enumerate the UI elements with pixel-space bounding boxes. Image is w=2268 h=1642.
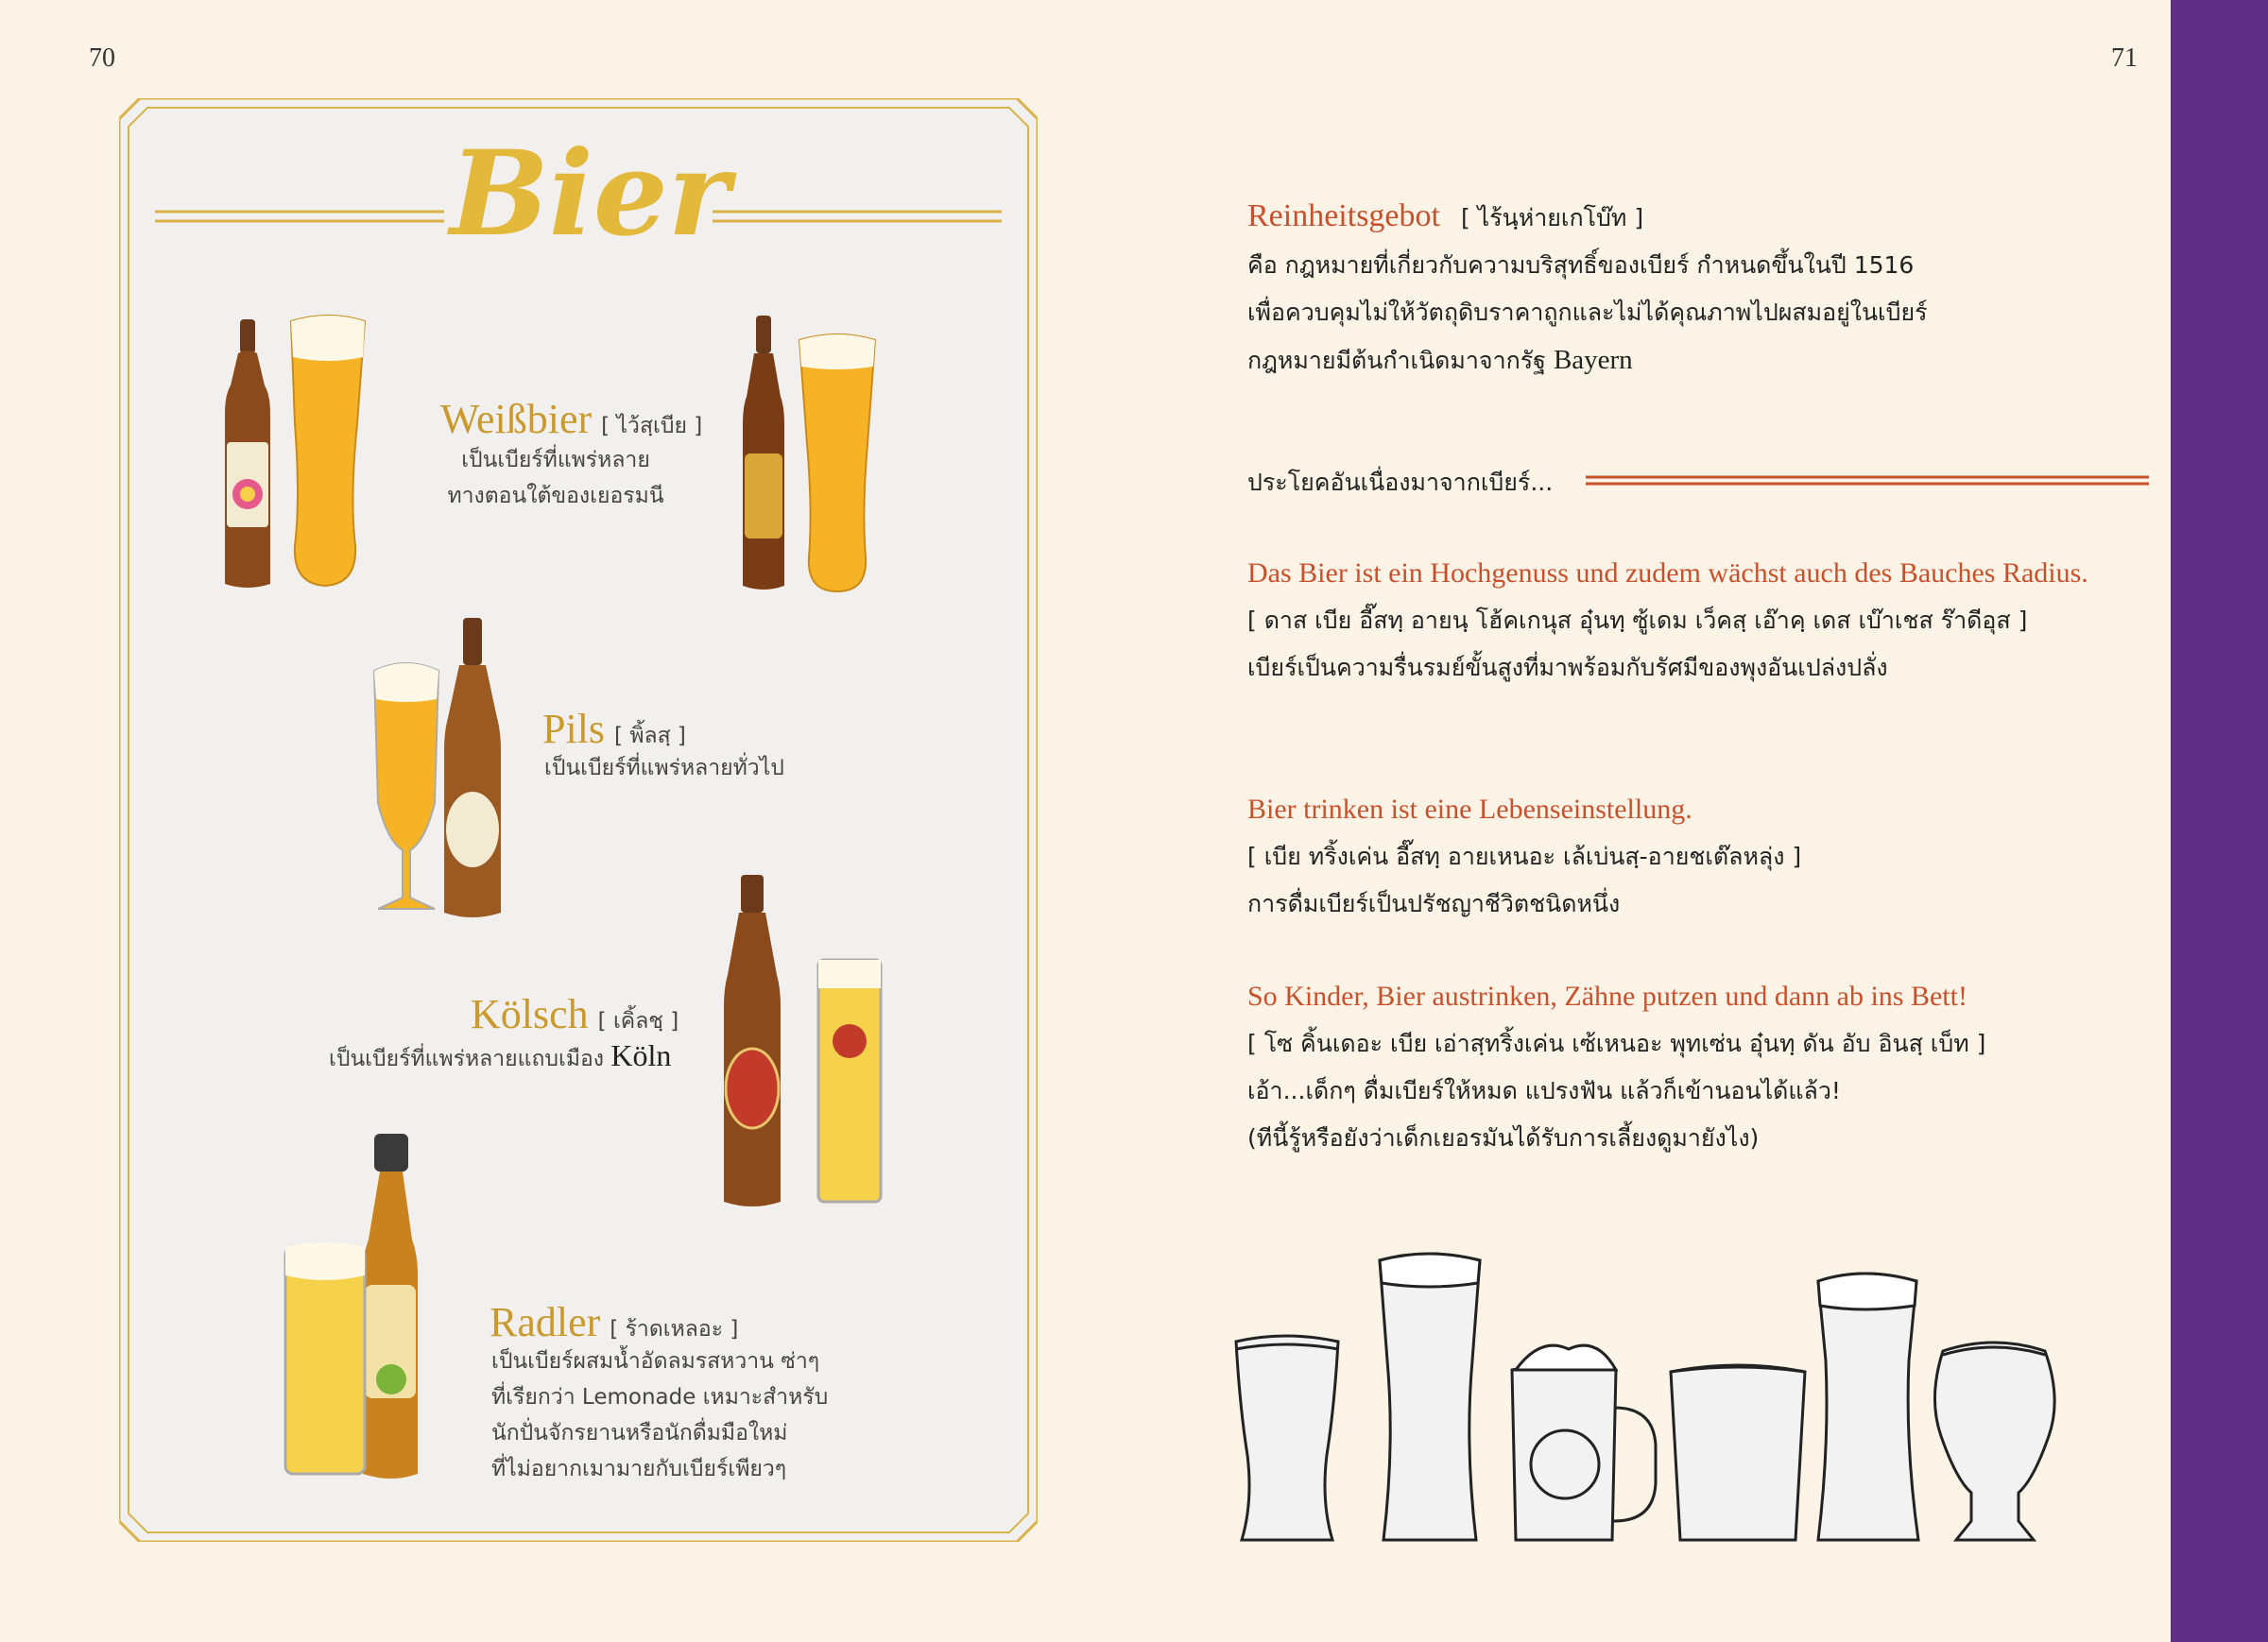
phrase-2-pron: [ เบีย ทริ้งเค่น อี๊สทฺ อายเหนอะ เล้เบ่นสฺ-อายชเต๊ลหลุ่ง ] [1247,843,1802,870]
beer-pron-pils: [ พิ้ลสฺ ] [614,724,686,748]
page-number-left: 70 [89,43,115,73]
beer-name-radler: Radler [ ร้าดเหลอะ ] [490,1299,739,1345]
beer-desc-pils: เป็นเบียร์ที่แพร่หลายทั่วไป [544,756,784,780]
phrase-1 [1247,550,2155,692]
koelsch-illustration [720,871,890,1211]
phrase-3-pron: [ โซ คิ้นเดอะ เบีย เอ่าสฺทริ้งเค่น เซ้เหนอะ พุทเซ่น อุ๋นทฺ ดัน อับ อินสฺ เบ็ท ] [1247,1030,1986,1057]
beer-name-koelsch: Kölsch [ เคิ้ลชฺ ] [471,991,679,1037]
page-number-right: 71 [2111,43,2138,73]
beer-name-pils: Pils [ พิ้ลสฺ ] [542,706,686,752]
beer-name-weissbier: Weißbier [ ไว้สฺเบีย ] [440,396,703,442]
phrase-1-thai: เบียร์เป็นความรื่นรมย์ขั้นสูงที่มาพร้อมกับรัศมีของพุงอันเปล่งปลั่ง [1247,654,1888,681]
beer-pron-radler: [ ร้าดเหลอะ ] [610,1317,739,1342]
reinheitsgebot-term: Reinheitsgebot [1247,198,1440,233]
phrase-3-thai-2: (ทีนี้รู้หรือยังว่าเด็กเยอรมันได้รับการเลี้ยงดูมายังไง) [1247,1124,1760,1152]
phrase-1-german: Das Bier ist ein Hochgenuss und zudem wächst auch des Bauches Radius. [1247,557,2088,589]
phrase-1-pron: [ ดาส เบีย อี๊สทฺ อายนฺ โฮ้คเกนุส อุ๋นทฺ ซู้เดม เว็คสฺ เอ๊าคฺ เดส เบ๊าเชส ร๊าดีอุส ] [1247,607,2028,634]
radler-illustration [282,1134,452,1483]
phrase-2 [1247,786,2155,928]
phrase-3 [1247,973,2155,1162]
weissbier-illustration [215,310,386,593]
glassware-line-drawings [1228,1238,2088,1549]
bier-title: Bier [450,126,730,263]
phrases-heading: ประโยคอันเนื่องมาจากเบียร์... [1247,469,1554,496]
beer-desc-radler: เป็นเบียร์ผสมน้ำอัดลมรสหวาน ซ่าๆ ที่เรียกว่า Lemonade เหมาะสำหรับ นักปั่นจักรยานหรือนักดื่มมือใหม่ ที่ไม่อยากเมามายกับเบียร์เพียวๆ [491,1349,829,1481]
phrase-2-german: Bier trinken ist eine Lebenseinstellung. [1247,794,1692,825]
phrase-2-thai: การดื่มเบียร์เป็นปรัชญาชีวิตชนิดหนึ่ง [1247,890,1621,917]
beer-desc-koelsch: เป็นเบียร์ที่แพร่หลายแถบเมือง Köln [329,1038,672,1072]
weissbier-bottle-illustration [743,312,885,595]
phrase-3-thai-1: เอ้า...เด็กๆ ดื่มเบียร์ให้หมด แปรงฟัน แล้วก็เข้านอนได้แล้ว! [1247,1077,1841,1104]
beer-pron-weissbier: [ ไว้สฺเบีย ] [601,414,703,438]
purple-edge-band [2171,0,2268,1642]
reinheitsgebot-pron: [ ไร้นฺห่ายเกโบ๊ท ] [1460,204,1644,231]
pils-illustration [359,614,520,926]
beer-pron-koelsch: [ เคิ้ลชฺ ] [597,1009,679,1034]
beer-desc-weissbier: เป็นเบียร์ที่แพร่หลาย ทางตอนใต้ของเยอรมนี [447,448,664,508]
heading-rule [1586,474,2149,489]
reinheitsgebot-block: Reinheitsgebot [ ไร้นฺห่ายเกโบ๊ท ] คือ กฎหมายที่เกี่ยวกับความบริสุทธิ์ของเบียร์ กำหนดขึ้นในปี 1516 เพื่อควบคุมไม่ให้วัตถุดิบราคาถูกและไม่ได้คุณภาพไปผสมอยู่ในเบียร์ กฎหมายมีต้นกำเนิดมาจากรัฐ Bayern [1247,198,1928,375]
phrase-3-german: So Kinder, Bier austrinken, Zähne putzen und dann ab ins Bett! [1247,981,1967,1012]
